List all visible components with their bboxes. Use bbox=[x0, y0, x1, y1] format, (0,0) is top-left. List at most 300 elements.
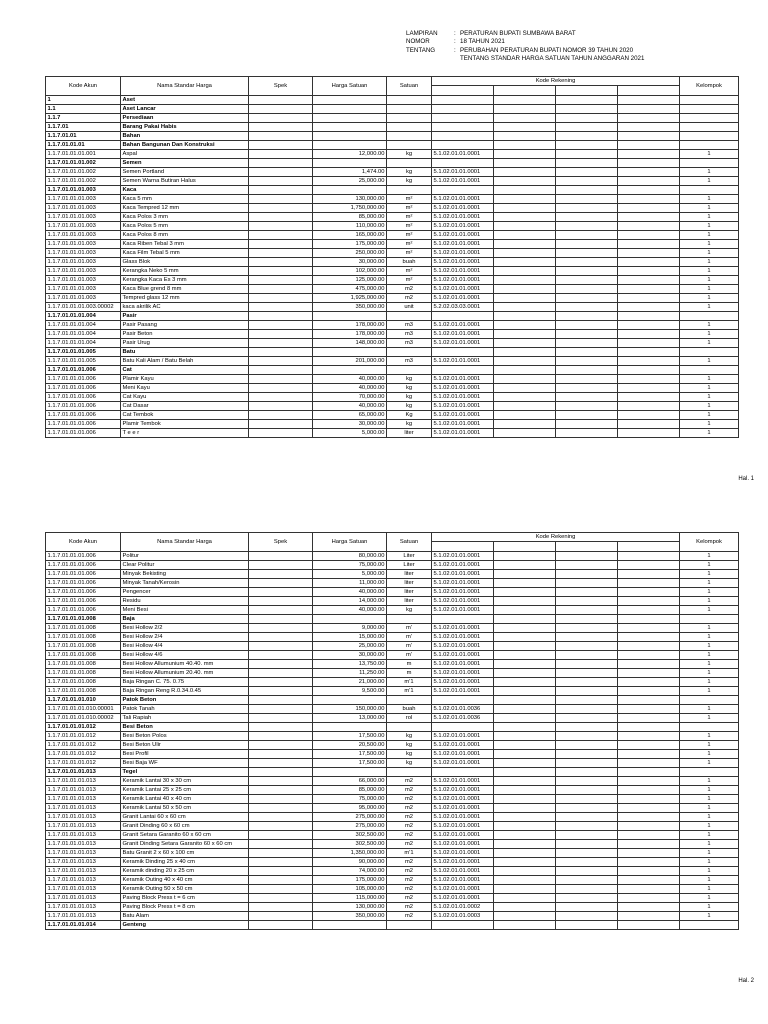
cell-spek bbox=[249, 258, 313, 267]
cell-kode-rekening-extra bbox=[494, 849, 556, 858]
table-row bbox=[46, 723, 739, 732]
cell-kode-rekening bbox=[432, 696, 494, 705]
cell-harga-satuan: 14,000.00 bbox=[313, 597, 387, 606]
cell-kode-akun: 1.1.7.01.01.01.010 bbox=[46, 696, 121, 705]
cell-harga-satuan bbox=[313, 159, 387, 168]
cell-kelompok: 1 bbox=[680, 249, 739, 258]
cell-kode-rekening-extra bbox=[556, 357, 618, 366]
cell-satuan: m² bbox=[387, 276, 432, 285]
cell-satuan: m2 bbox=[387, 858, 432, 867]
cell-spek bbox=[249, 876, 313, 885]
col-subheader bbox=[618, 542, 680, 552]
table-row bbox=[46, 420, 739, 429]
cell-harga-satuan: 110,000.00 bbox=[313, 222, 387, 231]
cell-kode-akun: 1.1.7.01.01.01.003.00002 bbox=[46, 303, 121, 312]
cell-kode-rekening-extra bbox=[618, 159, 680, 168]
cell-kode-rekening: 5.1.02.01.01.0001 bbox=[432, 804, 494, 813]
cell-spek bbox=[249, 177, 313, 186]
cell-kode-akun: 1.1.7.01.01.01.004 bbox=[46, 312, 121, 321]
cell-kode-rekening-extra bbox=[618, 669, 680, 678]
cell-nama-standar-harga: Clear Politur bbox=[121, 561, 249, 570]
cell-nama-standar-harga: kaca akrilik AC bbox=[121, 303, 249, 312]
cell-kelompok: 1 bbox=[680, 411, 739, 420]
page-number: Hal. 2 bbox=[738, 978, 754, 984]
cell-kode-rekening-extra bbox=[618, 579, 680, 588]
cell-harga-satuan bbox=[313, 96, 387, 105]
cell-kode-rekening: 5.1.02.01.01.0001 bbox=[432, 267, 494, 276]
cell-nama-standar-harga: Pasir bbox=[121, 312, 249, 321]
cell-kode-akun: 1.1.7.01.01.01.013 bbox=[46, 849, 121, 858]
cell-harga-satuan: 70,000.00 bbox=[313, 393, 387, 402]
cell-kode-rekening: 5.1.02.01.01.0001 bbox=[432, 813, 494, 822]
cell-kode-akun: 1.1.7.01.01.01.003 bbox=[46, 258, 121, 267]
cell-kode-rekening: 5.1.02.01.01.0001 bbox=[432, 231, 494, 240]
cell-kode-rekening: 5.1.02.01.01.0001 bbox=[432, 276, 494, 285]
cell-kode-akun: 1.1.7.01.01.01.008 bbox=[46, 678, 121, 687]
table-row bbox=[46, 132, 739, 141]
table-row bbox=[46, 321, 739, 330]
cell-satuan bbox=[387, 768, 432, 777]
cell-spek bbox=[249, 813, 313, 822]
cell-kode-akun: 1.1.7.01.01.01.006 bbox=[46, 429, 121, 438]
cell-kode-rekening-extra bbox=[618, 303, 680, 312]
cell-kode-rekening-extra bbox=[556, 921, 618, 930]
cell-kode-akun: 1.1.7.01.01.01.008 bbox=[46, 615, 121, 624]
cell-kode-rekening: 5.1.02.01.01.0001 bbox=[432, 867, 494, 876]
cell-harga-satuan bbox=[313, 186, 387, 195]
cell-kelompok: 1 bbox=[680, 402, 739, 411]
cell-kode-rekening-extra bbox=[556, 222, 618, 231]
cell-satuan bbox=[387, 141, 432, 150]
cell-kelompok: 1 bbox=[680, 213, 739, 222]
cell-spek bbox=[249, 552, 313, 561]
cell-kode-rekening-extra bbox=[618, 768, 680, 777]
cell-spek bbox=[249, 831, 313, 840]
table-row bbox=[46, 822, 739, 831]
col-header-nama: Nama Standar Harga bbox=[121, 533, 249, 552]
cell-kode-rekening-extra bbox=[618, 384, 680, 393]
cell-harga-satuan: 475,000.00 bbox=[313, 285, 387, 294]
cell-kode-rekening: 5.1.02.01.01.0001 bbox=[432, 552, 494, 561]
cell-kode-rekening: 5.1.02.01.01.0001 bbox=[432, 750, 494, 759]
cell-harga-satuan: 178,000.00 bbox=[313, 330, 387, 339]
cell-kode-rekening-extra bbox=[494, 429, 556, 438]
cell-kode-rekening-extra bbox=[556, 903, 618, 912]
cell-kode-rekening-extra bbox=[494, 678, 556, 687]
cell-kode-akun: 1.1.7.01.01.01.003 bbox=[46, 294, 121, 303]
cell-spek bbox=[249, 222, 313, 231]
cell-kode-akun: 1.1.7.01.01.01.005 bbox=[46, 357, 121, 366]
cell-kode-rekening-extra bbox=[618, 714, 680, 723]
cell-kode-rekening-extra bbox=[494, 159, 556, 168]
cell-kode-rekening: 5.1.02.01.01.0001 bbox=[432, 687, 494, 696]
col-header-kelompok: Kelompok bbox=[680, 533, 739, 552]
cell-kode-akun: 1.1.7.01.01.01.012 bbox=[46, 759, 121, 768]
cell-kode-akun: 1.1.7.01.01.01.006 bbox=[46, 393, 121, 402]
cell-kode-akun: 1.1.7.01.01.01.006 bbox=[46, 570, 121, 579]
cell-satuan bbox=[387, 348, 432, 357]
cell-kode-rekening-extra bbox=[556, 114, 618, 123]
cell-satuan: m² bbox=[387, 204, 432, 213]
cell-kode-rekening-extra bbox=[618, 678, 680, 687]
cell-harga-satuan: 85,000.00 bbox=[313, 213, 387, 222]
cell-kode-akun: 1.1.7.01.01.01.003 bbox=[46, 276, 121, 285]
cell-kode-rekening-extra bbox=[618, 285, 680, 294]
cell-kode-rekening-extra bbox=[556, 606, 618, 615]
cell-kode-rekening-extra bbox=[494, 366, 556, 375]
cell-nama-standar-harga: Kaca Blue grend 8 mm bbox=[121, 285, 249, 294]
cell-kode-akun: 1.1.7.01.01.01.008 bbox=[46, 651, 121, 660]
cell-spek bbox=[249, 669, 313, 678]
table-row bbox=[46, 624, 739, 633]
table-row bbox=[46, 912, 739, 921]
cell-kode-rekening: 5.1.02.01.01.0001 bbox=[432, 786, 494, 795]
cell-kode-rekening-extra bbox=[494, 696, 556, 705]
cell-kelompok: 1 bbox=[680, 204, 739, 213]
cell-kode-rekening-extra bbox=[556, 858, 618, 867]
col-header-kode-akun: Kode Akun bbox=[46, 77, 121, 96]
cell-spek bbox=[249, 330, 313, 339]
cell-kode-rekening-extra bbox=[556, 339, 618, 348]
cell-kode-akun: 1.1.7.01.01.01.006 bbox=[46, 402, 121, 411]
cell-satuan: m2 bbox=[387, 294, 432, 303]
cell-kode-akun: 1.1.7.01.01.01.008 bbox=[46, 642, 121, 651]
cell-spek bbox=[249, 411, 313, 420]
cell-kode-rekening-extra bbox=[618, 606, 680, 615]
cell-satuan bbox=[387, 312, 432, 321]
cell-kode-rekening: 5.1.02.01.01.0001 bbox=[432, 213, 494, 222]
cell-kode-rekening-extra bbox=[494, 885, 556, 894]
table-row bbox=[46, 867, 739, 876]
cell-kode-akun: 1.1.7.01.01.01.013 bbox=[46, 912, 121, 921]
cell-kelompok: 1 bbox=[680, 588, 739, 597]
cell-kode-rekening bbox=[432, 159, 494, 168]
cell-kode-rekening-extra bbox=[556, 96, 618, 105]
table-row bbox=[46, 804, 739, 813]
cell-spek bbox=[249, 786, 313, 795]
cell-satuan: m'1 bbox=[387, 849, 432, 858]
table-row bbox=[46, 696, 739, 705]
cell-kode-rekening-extra bbox=[556, 411, 618, 420]
cell-kode-rekening-extra bbox=[556, 561, 618, 570]
cell-spek bbox=[249, 366, 313, 375]
cell-kode-rekening: 5.1.02.01.01.0001 bbox=[432, 732, 494, 741]
cell-satuan: m2 bbox=[387, 894, 432, 903]
cell-harga-satuan: 350,000.00 bbox=[313, 303, 387, 312]
cell-satuan: Liter bbox=[387, 561, 432, 570]
cell-kelompok: 1 bbox=[680, 303, 739, 312]
cell-harga-satuan: 25,000.00 bbox=[313, 642, 387, 651]
cell-kode-rekening-extra bbox=[494, 651, 556, 660]
cell-kode-rekening: 5.1.02.01.01.0001 bbox=[432, 876, 494, 885]
cell-kode-rekening-extra bbox=[556, 294, 618, 303]
cell-spek bbox=[249, 921, 313, 930]
cell-kode-rekening-extra bbox=[556, 150, 618, 159]
cell-kode-rekening-extra bbox=[494, 597, 556, 606]
header-row-tentang bbox=[406, 47, 644, 55]
cell-kode-akun: 1.1.7.01.01.01.003 bbox=[46, 195, 121, 204]
cell-nama-standar-harga: Minyak Bekisting bbox=[121, 570, 249, 579]
cell-harga-satuan: 350,000.00 bbox=[313, 912, 387, 921]
cell-satuan: kg bbox=[387, 420, 432, 429]
cell-kode-rekening-extra bbox=[494, 411, 556, 420]
cell-kelompok: 1 bbox=[680, 687, 739, 696]
cell-spek bbox=[249, 276, 313, 285]
cell-kode-rekening bbox=[432, 723, 494, 732]
cell-nama-standar-harga: Granit Lantai 60 x 60 cm bbox=[121, 813, 249, 822]
cell-nama-standar-harga: Plamir Tembok bbox=[121, 420, 249, 429]
cell-kelompok: 1 bbox=[680, 867, 739, 876]
cell-kode-rekening-extra bbox=[618, 723, 680, 732]
cell-kode-rekening: 5.1.02.01.01.0001 bbox=[432, 177, 494, 186]
cell-kode-rekening-extra bbox=[556, 366, 618, 375]
cell-kode-rekening bbox=[432, 123, 494, 132]
cell-kode-rekening-extra bbox=[618, 867, 680, 876]
cell-satuan: liter bbox=[387, 570, 432, 579]
cell-harga-satuan bbox=[313, 696, 387, 705]
cell-kode-rekening-extra bbox=[556, 714, 618, 723]
cell-kelompok: 1 bbox=[680, 912, 739, 921]
cell-kode-rekening-extra bbox=[618, 912, 680, 921]
cell-kode-rekening-extra bbox=[618, 885, 680, 894]
header-separator: : bbox=[454, 46, 456, 54]
cell-satuan: m2 bbox=[387, 786, 432, 795]
cell-kode-rekening: 5.1.02.01.01.0001 bbox=[432, 651, 494, 660]
cell-harga-satuan: 12,000.00 bbox=[313, 150, 387, 159]
cell-kode-rekening-extra bbox=[618, 267, 680, 276]
table-row bbox=[46, 330, 739, 339]
cell-kode-rekening-extra bbox=[618, 849, 680, 858]
cell-harga-satuan: 175,000.00 bbox=[313, 240, 387, 249]
page-number: Hal. 1 bbox=[738, 476, 754, 482]
cell-kelompok: 1 bbox=[680, 330, 739, 339]
cell-spek bbox=[249, 570, 313, 579]
cell-kode-rekening-extra bbox=[618, 894, 680, 903]
cell-spek bbox=[249, 750, 313, 759]
cell-nama-standar-harga: Kaca bbox=[121, 186, 249, 195]
cell-spek bbox=[249, 123, 313, 132]
cell-kode-rekening-extra bbox=[618, 204, 680, 213]
cell-kelompok: 1 bbox=[680, 570, 739, 579]
cell-kode-rekening-extra bbox=[618, 357, 680, 366]
cell-spek bbox=[249, 393, 313, 402]
cell-satuan: kg bbox=[387, 393, 432, 402]
cell-kode-akun: 1.1.7.01.01.01.003 bbox=[46, 285, 121, 294]
cell-kode-rekening-extra bbox=[494, 330, 556, 339]
cell-kelompok: 1 bbox=[680, 732, 739, 741]
cell-harga-satuan: 75,000.00 bbox=[313, 561, 387, 570]
cell-nama-standar-harga: Besi Beton Ulir bbox=[121, 741, 249, 750]
cell-satuan: m2 bbox=[387, 804, 432, 813]
cell-kelompok: 1 bbox=[680, 831, 739, 840]
cell-harga-satuan: 1,350,000.00 bbox=[313, 849, 387, 858]
cell-kode-rekening-extra bbox=[556, 894, 618, 903]
cell-kode-rekening-extra bbox=[618, 294, 680, 303]
cell-kelompok: 1 bbox=[680, 393, 739, 402]
cell-kode-rekening-extra bbox=[618, 705, 680, 714]
cell-nama-standar-harga: Persediaan bbox=[121, 114, 249, 123]
cell-harga-satuan bbox=[313, 723, 387, 732]
cell-kode-rekening-extra bbox=[494, 759, 556, 768]
cell-harga-satuan: 5,000.00 bbox=[313, 570, 387, 579]
cell-satuan: m² bbox=[387, 231, 432, 240]
cell-kode-akun: 1.1.7.01.01.01.012 bbox=[46, 750, 121, 759]
cell-spek bbox=[249, 195, 313, 204]
cell-satuan: m² bbox=[387, 195, 432, 204]
cell-nama-standar-harga: Plamir Kayu bbox=[121, 375, 249, 384]
cell-kelompok: 1 bbox=[680, 168, 739, 177]
cell-kode-rekening: 5.1.02.01.01.0001 bbox=[432, 150, 494, 159]
cell-kode-akun: 1.1.7.01.01.01.014 bbox=[46, 921, 121, 930]
cell-satuan: Liter bbox=[387, 552, 432, 561]
cell-kelompok: 1 bbox=[680, 339, 739, 348]
table-row bbox=[46, 840, 739, 849]
cell-nama-standar-harga: Kaca Tempred 12 mm bbox=[121, 204, 249, 213]
cell-kode-akun: 1.1.7.01.01.01.006 bbox=[46, 411, 121, 420]
cell-kelompok: 1 bbox=[680, 714, 739, 723]
cell-kode-rekening-extra bbox=[618, 105, 680, 114]
cell-satuan: m bbox=[387, 660, 432, 669]
cell-harga-satuan bbox=[313, 312, 387, 321]
cell-kode-rekening-extra bbox=[556, 597, 618, 606]
cell-kode-rekening-extra bbox=[556, 303, 618, 312]
cell-kode-rekening-extra bbox=[494, 267, 556, 276]
cell-kode-akun: 1.1.7.01.01.01.013 bbox=[46, 903, 121, 912]
cell-nama-standar-harga: Cat bbox=[121, 366, 249, 375]
cell-spek bbox=[249, 420, 313, 429]
cell-kode-rekening bbox=[432, 348, 494, 357]
cell-nama-standar-harga: Cat Tembok bbox=[121, 411, 249, 420]
cell-nama-standar-harga: Besi Hollow Allumunium 40.40. mm bbox=[121, 660, 249, 669]
cell-kode-rekening: 5.1.02.01.01.0001 bbox=[432, 642, 494, 651]
cell-harga-satuan: 25,000.00 bbox=[313, 177, 387, 186]
cell-kode-akun: 1.1.7.01.01.01.003 bbox=[46, 240, 121, 249]
cell-kode-akun: 1.1.7.01.01 bbox=[46, 132, 121, 141]
cell-kode-rekening-extra bbox=[618, 186, 680, 195]
table-row bbox=[46, 357, 739, 366]
cell-kode-rekening-extra bbox=[494, 258, 556, 267]
cell-satuan: liter bbox=[387, 597, 432, 606]
cell-nama-standar-harga: T e e r bbox=[121, 429, 249, 438]
cell-spek bbox=[249, 429, 313, 438]
cell-harga-satuan: 102,000.00 bbox=[313, 267, 387, 276]
cell-nama-standar-harga: Keramik Lantai 40 x 40 cm bbox=[121, 795, 249, 804]
cell-nama-standar-harga: Batu Alam bbox=[121, 912, 249, 921]
cell-spek bbox=[249, 903, 313, 912]
cell-kode-rekening-extra bbox=[556, 678, 618, 687]
cell-kode-akun: 1.1 bbox=[46, 105, 121, 114]
table-row bbox=[46, 123, 739, 132]
cell-kode-rekening: 5.1.02.01.01.0001 bbox=[432, 678, 494, 687]
cell-kelompok: 1 bbox=[680, 804, 739, 813]
cell-spek bbox=[249, 132, 313, 141]
cell-kode-rekening: 5.1.02.01.01.0001 bbox=[432, 561, 494, 570]
cell-spek bbox=[249, 867, 313, 876]
cell-satuan: m2 bbox=[387, 876, 432, 885]
table-row bbox=[46, 651, 739, 660]
cell-nama-standar-harga: Kerangka Neko 5 mm bbox=[121, 267, 249, 276]
cell-nama-standar-harga: Baja Ringan Reng R.0.34.0.45 bbox=[121, 687, 249, 696]
document-header bbox=[406, 30, 644, 64]
cell-satuan: liter bbox=[387, 588, 432, 597]
cell-kode-rekening-extra bbox=[618, 624, 680, 633]
cell-satuan: m2 bbox=[387, 885, 432, 894]
cell-kode-rekening-extra bbox=[494, 186, 556, 195]
cell-nama-standar-harga: Besi Baja WF bbox=[121, 759, 249, 768]
cell-kode-rekening: 5.1.02.01.01.0001 bbox=[432, 393, 494, 402]
cell-spek bbox=[249, 768, 313, 777]
cell-nama-standar-harga: Semen Warna Butiran Halus bbox=[121, 177, 249, 186]
cell-kode-akun: 1.1.7.01.01.01.002 bbox=[46, 159, 121, 168]
cell-satuan: buah bbox=[387, 258, 432, 267]
cell-kode-akun: 1.1.7.01.01.01.006 bbox=[46, 597, 121, 606]
table-row bbox=[46, 579, 739, 588]
cell-nama-standar-harga: Tempred glass 12 mm bbox=[121, 294, 249, 303]
cell-kode-rekening-extra bbox=[618, 339, 680, 348]
cell-kode-rekening-extra bbox=[494, 168, 556, 177]
cell-kode-rekening-extra bbox=[556, 240, 618, 249]
cell-kelompok: 1 bbox=[680, 321, 739, 330]
cell-nama-standar-harga: Tali Rapiah bbox=[121, 714, 249, 723]
cell-kode-rekening-extra bbox=[556, 750, 618, 759]
cell-kode-rekening-extra bbox=[494, 123, 556, 132]
cell-kode-rekening bbox=[432, 141, 494, 150]
cell-kode-rekening-extra bbox=[494, 231, 556, 240]
cell-kode-rekening-extra bbox=[618, 375, 680, 384]
cell-kode-akun: 1.1.7.01.01.01.006 bbox=[46, 561, 121, 570]
cell-kode-rekening: 5.1.02.01.01.0001 bbox=[432, 894, 494, 903]
cell-satuan: liter bbox=[387, 429, 432, 438]
cell-kode-rekening-extra bbox=[494, 141, 556, 150]
cell-spek bbox=[249, 402, 313, 411]
table-row bbox=[46, 921, 739, 930]
cell-nama-standar-harga: Kaca 5 mm bbox=[121, 195, 249, 204]
header-label: TENTANG bbox=[406, 46, 436, 54]
cell-kode-rekening-extra bbox=[494, 579, 556, 588]
cell-kelompok: 1 bbox=[680, 651, 739, 660]
cell-kode-rekening-extra bbox=[556, 312, 618, 321]
cell-harga-satuan bbox=[313, 132, 387, 141]
cell-kode-rekening-extra bbox=[494, 561, 556, 570]
cell-kode-rekening-extra bbox=[556, 258, 618, 267]
cell-kode-rekening-extra bbox=[618, 114, 680, 123]
cell-kode-rekening-extra bbox=[494, 921, 556, 930]
cell-kelompok: 1 bbox=[680, 741, 739, 750]
cell-kode-rekening-extra bbox=[556, 624, 618, 633]
cell-harga-satuan: 302,500.00 bbox=[313, 831, 387, 840]
cell-satuan: m' bbox=[387, 642, 432, 651]
cell-spek bbox=[249, 732, 313, 741]
cell-kode-rekening-extra bbox=[618, 222, 680, 231]
cell-harga-satuan: 275,000.00 bbox=[313, 813, 387, 822]
cell-kelompok: 1 bbox=[680, 705, 739, 714]
cell-nama-standar-harga: Granit Dinding Setara Garanito 60 x 60 cm bbox=[121, 840, 249, 849]
table-row bbox=[46, 213, 739, 222]
cell-kelompok: 1 bbox=[680, 150, 739, 159]
cell-kode-rekening: 5.1.02.01.01.0001 bbox=[432, 357, 494, 366]
cell-satuan bbox=[387, 132, 432, 141]
cell-kode-rekening: 5.1.02.01.01.0001 bbox=[432, 795, 494, 804]
cell-kode-akun: 1.1.7.01.01.01.010.00002 bbox=[46, 714, 121, 723]
cell-kode-rekening-extra bbox=[556, 213, 618, 222]
cell-nama-standar-harga: Glass Blok bbox=[121, 258, 249, 267]
cell-harga-satuan bbox=[313, 141, 387, 150]
cell-kode-rekening-extra bbox=[494, 876, 556, 885]
cell-kode-rekening-extra bbox=[494, 903, 556, 912]
cell-nama-standar-harga: Cat Dasar bbox=[121, 402, 249, 411]
cell-spek bbox=[249, 561, 313, 570]
cell-kode-rekening-extra bbox=[556, 876, 618, 885]
